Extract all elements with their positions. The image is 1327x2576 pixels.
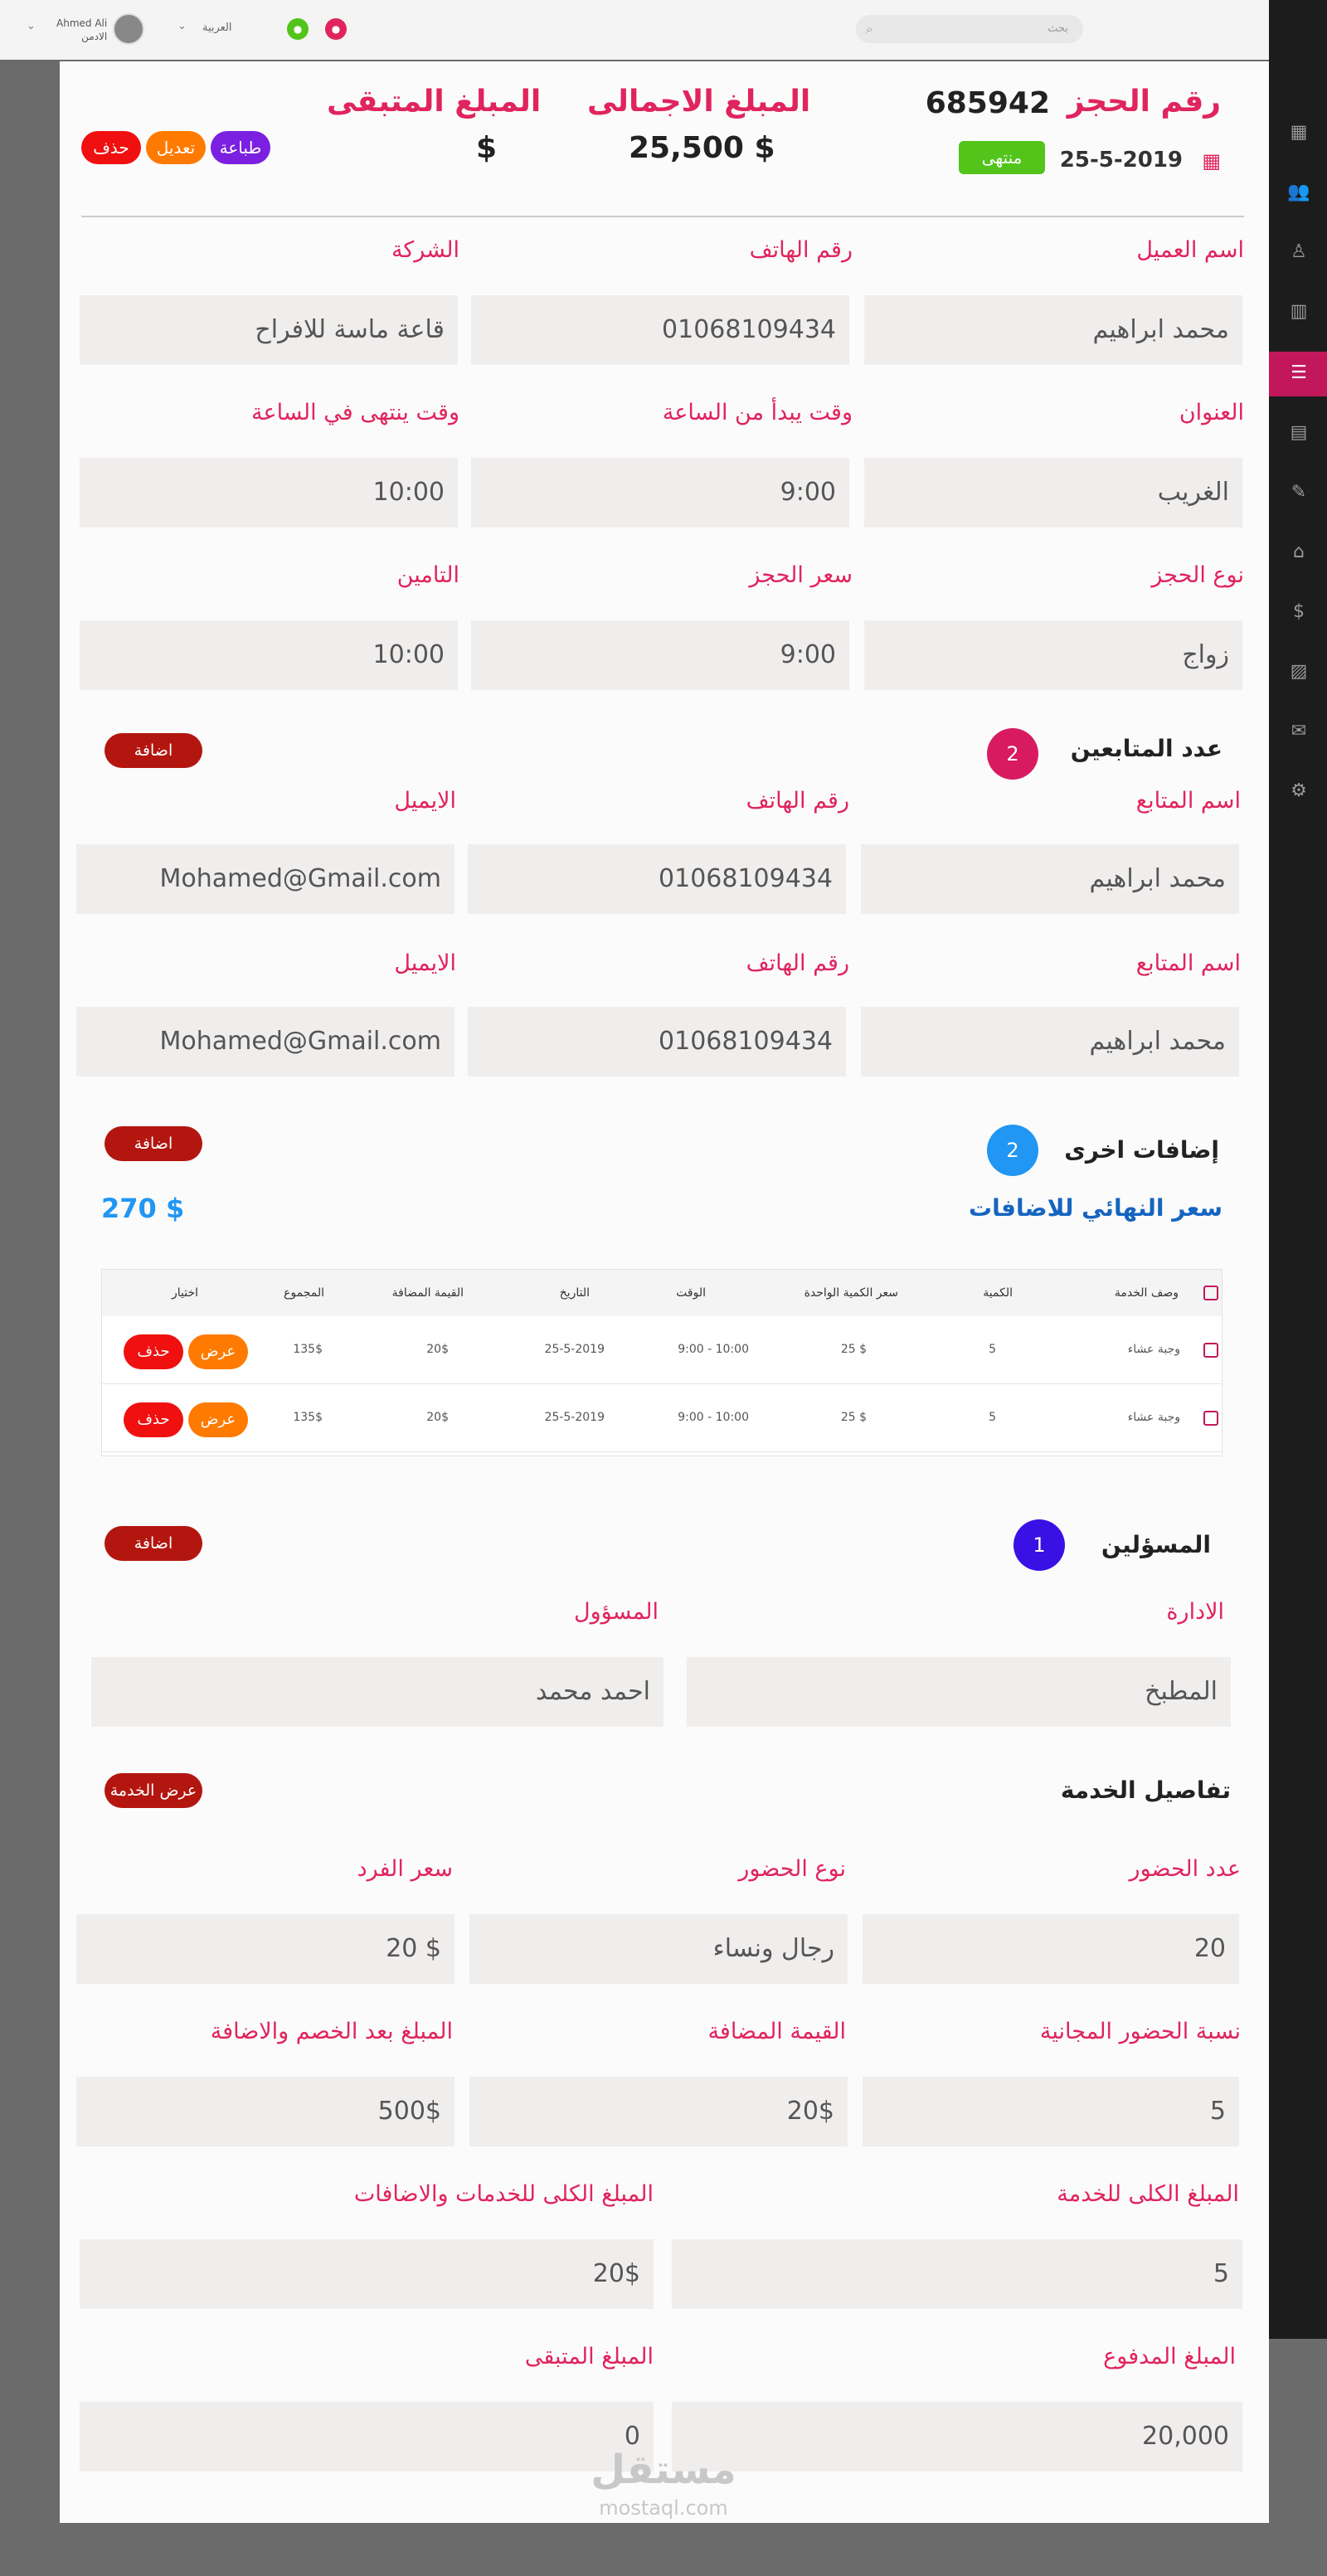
paid-amount-label: المبلغ المدفوع [1103,2344,1236,2369]
edit-icon[interactable]: ✎ [1291,482,1307,503]
column-header: سعر الكمية الواحدة [804,1286,898,1300]
client-name-field[interactable]: محمد ابراهيم [864,295,1242,365]
vat-field[interactable]: 20$ [469,2077,848,2146]
remaining-amount-label: المبلغ المتبقى [327,85,542,119]
follower-phone-label: رقم الهاتف [746,950,849,976]
cell-desc: وجبة عشاء [1127,1411,1180,1424]
watermark-logo: مستقل [591,2447,736,2493]
extras-table [101,1269,1222,1456]
grand-total-label: المبلغ الكلى للخدمات والاضافات [353,2181,654,2207]
service-total-label: المبلغ الكلى للخدمة [1057,2181,1239,2207]
user-role: الادمن [81,31,108,42]
select-all-checkbox[interactable] [1203,1286,1218,1300]
users-icon[interactable]: 👥 [1287,182,1310,202]
responsible-label: المسؤول [573,1599,659,1625]
client-name-label: اسم العميل [1136,237,1244,263]
messages-icon[interactable]: ● [287,18,309,40]
booking-type-label: نوع الحجز [1151,562,1244,588]
booking-type-field[interactable]: زواج [864,620,1242,690]
free-ratio-label: نسبة الحضور المجانية [1039,2019,1241,2044]
follower-name-field[interactable]: محمد ابراهيم [861,1007,1239,1077]
cell-vat: 20$ [426,1411,449,1424]
booking-number-label: رقم الحجز [1067,85,1221,119]
phone-label: رقم الهاتف [749,237,853,263]
followers-title: عدد المتابعين [1070,735,1222,762]
report-icon[interactable]: ▨ [1290,661,1308,682]
insurance-label: التامين [396,562,459,588]
calendar-icon[interactable]: ▤ [1290,422,1308,443]
follower-email-label: الايميل [394,788,456,814]
department-field[interactable]: المطبخ [687,1657,1231,1727]
column-header: الوقت [676,1286,706,1300]
attendance-count-field[interactable]: 20 [863,1914,1239,1984]
insurance-field[interactable]: 10:00 [80,620,458,690]
avatar[interactable] [113,13,144,45]
follower-name-label: اسم المتابع [1135,788,1241,814]
table-row [102,1316,1222,1384]
calendar-icon: ▦ [1202,149,1221,173]
delete-button[interactable]: حذف [81,131,141,164]
follower-email-field[interactable]: Mohamed@Gmail.com [76,1007,454,1077]
company-field[interactable]: قاعة ماسة للافراح [80,295,458,365]
money-bag-icon[interactable]: $ [1293,601,1305,622]
show-service-button[interactable]: عرض الخدمة [105,1773,202,1808]
cell-total: 135$ [293,1343,323,1356]
column-header: وصف الخدمة [1114,1286,1179,1300]
attendance-count-label: عدد الحضور [1129,1856,1241,1882]
service-details-title: تفاصيل الخدمة [1060,1776,1231,1804]
cell-unit: 25 $ [840,1411,867,1424]
vat-label: القيمة المضافة [707,2019,846,2044]
language-selector[interactable]: العربية [202,22,232,34]
settings-icon[interactable]: ⚙ [1291,780,1307,801]
total-amount: 25,500 $ [629,131,775,165]
responsibles-title: المسؤلين [1101,1531,1211,1558]
start-time-field[interactable]: 9:00 [471,458,849,527]
grand-total-field[interactable]: 20$ [80,2239,654,2309]
user-info[interactable] [56,17,107,43]
address-label: العنوان [1179,400,1244,425]
total-amount-label: المبلغ الاجمالى [587,85,811,119]
extras-count: 2 [987,1125,1038,1176]
address-field[interactable]: الغريب [864,458,1242,527]
search-input[interactable] [856,15,1083,43]
responsible-field[interactable]: احمد محمد [91,1657,664,1727]
dashboard-icon[interactable]: ▦ [1290,122,1308,143]
company-label: الشركة [391,237,459,263]
chevron-down-icon[interactable]: ⌄ [177,20,187,32]
column-header: المجموع [284,1286,324,1300]
sidebar [1269,0,1327,2339]
service-remaining-field[interactable]: 0 [80,2402,654,2472]
follower-phone-label: رقم الهاتف [746,788,849,814]
extras-final-label: سعر النهائي للاضافات [969,1194,1222,1222]
add-extra-button[interactable]: اضافة [105,1126,202,1161]
bookings-icon[interactable]: ☰ [1291,362,1307,383]
watermark-url: mostaql.com [599,2496,728,2520]
add-follower-button[interactable]: اضافة [105,733,202,768]
booking-price-field[interactable]: 9:00 [471,620,849,690]
delete-button[interactable]: حذف [124,1334,183,1369]
service-remaining-label: المبلغ المتبقى [524,2344,654,2369]
unit-price-label: سعر الفرد [357,1856,453,1882]
row-checkbox[interactable] [1203,1411,1218,1426]
booking-number: 685942 [925,86,1050,120]
person-icon[interactable]: ♙ [1291,241,1307,262]
view-button[interactable]: عرض [188,1334,248,1369]
search-icon: ⌕ [866,22,873,36]
cell-unit: 25 $ [840,1343,867,1356]
booking-price-label: سعر الحجز [749,562,853,588]
after-discount-label: المبلغ بعد الخصم والاضافة [210,2019,453,2044]
column-header: اختيار [171,1286,198,1300]
user-name: Ahmed Ali [56,17,108,29]
follower-phone-field[interactable]: 01068109434 [468,844,846,914]
follower-phone-field[interactable]: 01068109434 [468,1007,846,1077]
after-discount-field[interactable]: 500$ [76,2077,454,2146]
column-header: القيمة المضافة [391,1286,464,1300]
follower-name-field[interactable]: محمد ابراهيم [861,844,1239,914]
cell-time: 9:00 - 10:00 [678,1343,749,1356]
cell-date: 25-5-2019 [544,1343,605,1356]
extras-final-value: 270 $ [101,1193,185,1224]
row-checkbox[interactable] [1203,1343,1218,1358]
building-icon[interactable]: ▥ [1290,301,1308,322]
unit-price-field[interactable]: 20 $ [76,1914,454,1984]
phone-field[interactable]: 01068109434 [471,295,849,365]
cell-time: 9:00 - 10:00 [678,1411,749,1424]
cell-vat: 20$ [426,1343,449,1356]
attendance-type-field[interactable]: رجال ونساء [469,1914,848,1984]
responsibles-count: 1 [1013,1519,1065,1571]
status-badge: منتهى [959,141,1045,174]
search-placeholder: بحث [1048,22,1068,35]
chevron-down-icon[interactable]: ⌄ [27,20,36,32]
view-button[interactable]: عرض [188,1402,248,1437]
print-button[interactable]: طباعة [211,131,270,164]
bank-icon[interactable]: ⌂ [1293,542,1305,562]
attendance-type-label: نوع الحضور [738,1856,846,1882]
remaining-amount: $ [476,131,498,165]
department-label: الادارة [1166,1599,1224,1625]
cell-desc: وجبة عشاء [1127,1343,1180,1356]
follower-email-field[interactable]: Mohamed@Gmail.com [76,844,454,914]
cell-qty: 5 [989,1343,996,1356]
end-time-label: وقت ينتهى في الساعة [250,400,459,425]
table-header [102,1270,1222,1316]
start-time-label: وقت يبدأ من الساعة [662,400,853,425]
followers-count: 2 [987,728,1038,780]
add-responsible-button[interactable]: اضافة [105,1526,202,1561]
delete-button[interactable]: حذف [124,1402,183,1437]
cell-total: 135$ [293,1411,323,1424]
free-ratio-field[interactable]: 5 [863,2077,1239,2146]
service-total-field[interactable]: 5 [672,2239,1242,2309]
booking-date: 25-5-2019 [1059,148,1183,173]
follower-email-label: الايميل [394,950,456,976]
table-row [102,1384,1222,1452]
notification-icon[interactable]: ● [325,18,347,40]
column-header: الكمية [983,1286,1013,1300]
chat-icon[interactable]: ✉ [1291,721,1307,741]
extras-title: إضافات اخرى [1064,1136,1219,1164]
paid-amount-field[interactable]: 20,000 [672,2402,1242,2472]
edit-button[interactable]: تعديل [146,131,206,164]
top-bar [0,0,1327,60]
end-time-field[interactable]: 10:00 [80,458,458,527]
divider [81,216,1244,217]
column-header: التاريخ [559,1286,590,1300]
cell-qty: 5 [989,1411,996,1424]
cell-date: 25-5-2019 [544,1411,605,1424]
follower-name-label: اسم المتابع [1135,950,1241,976]
